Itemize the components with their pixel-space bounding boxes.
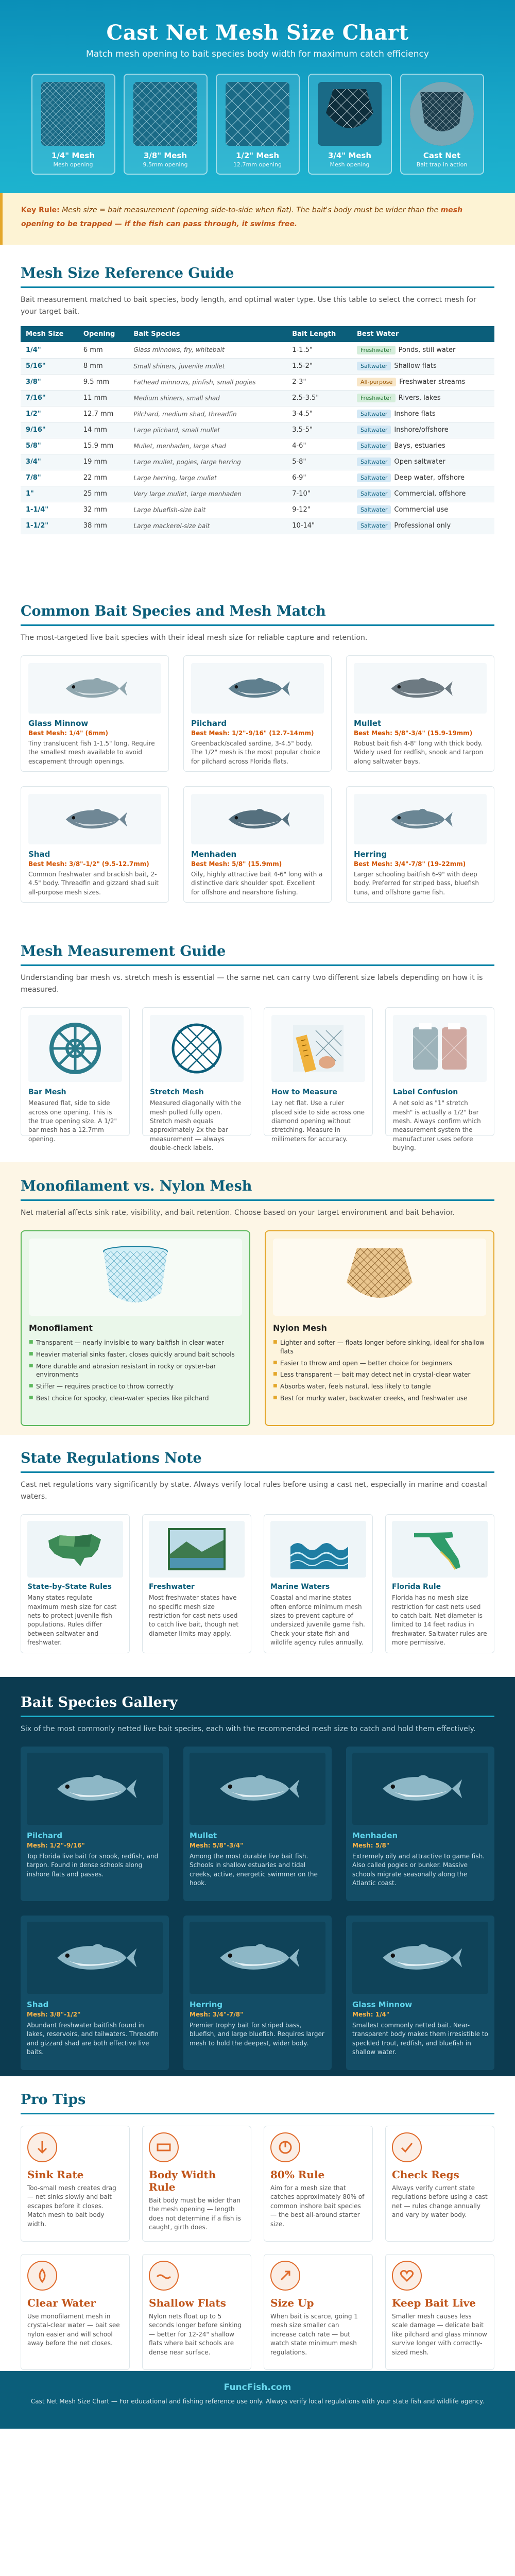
- bait-name: Menhaden: [191, 850, 237, 859]
- fish-image: [27, 1922, 163, 1994]
- hero-card-sub: Mesh opening: [330, 161, 370, 168]
- tip-card: [264, 2126, 373, 2242]
- bait-card: [346, 786, 494, 903]
- state-card-desc: Florida has no mesh size restriction for cast nets used to catch bait. Net diameter is limited to 14 feet radius in freshwater. Saltwater rules are more permissive.: [392, 1594, 487, 1647]
- table-cell: 38 mm: [78, 518, 129, 534]
- checkmark-icon: [392, 2132, 422, 2162]
- key-rule-label: Key Rule:: [21, 206, 60, 214]
- table-cell: 7/16": [21, 390, 78, 406]
- tip-card: [385, 2254, 494, 2370]
- tip-desc: Nylon nets float up to 5 seconds longer before sinking — better for 12-24" shallow flats where bait schools are dense near surface.: [149, 2313, 242, 2356]
- table-header: Best Water: [352, 326, 494, 342]
- fish-image: [191, 663, 324, 714]
- marine-waves-icon: [270, 1521, 366, 1578]
- water-type-badge: Saltwater: [357, 426, 391, 434]
- freshwater-scene-icon: [149, 1521, 245, 1578]
- table-cell: [352, 518, 494, 534]
- mesh-net-image: [318, 82, 382, 146]
- gallery-desc: Among the most durable live bait fish. Schools in shallow estuaries and tidal creeks, active, energetic swimmer on the hook.: [190, 1853, 318, 1887]
- table-header: Opening: [78, 326, 129, 342]
- gallery-desc: Extremely oily and attractive to game fish. Also called pogies or bunker. Massive schools migrate seasonally along the Atlantic coast.: [352, 1853, 485, 1887]
- section-title: Bait Species Gallery: [21, 1694, 494, 1717]
- tip-title: Size Up: [270, 2297, 314, 2309]
- table-cell: Very large mullet, large menhaden: [128, 486, 287, 502]
- hero-card-title: 3/8" Mesh: [143, 151, 187, 160]
- list-item: ■ Best choice for spooky, clear-water species like pilchard: [29, 1393, 242, 1404]
- bait-desc: Oily, highly attractive bait 4-6" long with a distinctive dark shoulder spot. Excellent for offshore and nearshore fishing.: [191, 871, 323, 896]
- table-row: [21, 438, 494, 454]
- bait-best-mesh: Best Mesh: 1/4" (6mm): [28, 730, 108, 737]
- table-row: [21, 470, 494, 486]
- table-cell: [352, 486, 494, 502]
- table-row: [21, 502, 494, 518]
- water-label: Rivers, lakes: [398, 394, 441, 402]
- us-map-icon: [27, 1521, 123, 1578]
- regulations-section: [0, 1435, 515, 1677]
- mesh-size-table: [21, 326, 494, 534]
- hero-card-sub: Bait trap in action: [416, 161, 468, 168]
- fish-image: [190, 1922, 325, 1994]
- table-cell: [352, 438, 494, 454]
- water-label: Commercial, offshore: [394, 490, 466, 498]
- gallery-mesh: Mesh: 1/2"-9/16": [27, 1842, 85, 1850]
- reference-section: [0, 245, 515, 600]
- bait-name: Shad: [28, 850, 50, 859]
- table-cell: 10-14": [287, 518, 352, 534]
- table-cell: Glass minnows, fry, whitebait: [128, 342, 287, 358]
- table-cell: 6 mm: [78, 342, 129, 358]
- table-cell: 1.5-2": [287, 358, 352, 374]
- table-cell: Large bluefish-size bait: [128, 502, 287, 518]
- section-title: Common Bait Species and Mesh Match: [21, 603, 494, 626]
- water-type-badge: Saltwater: [357, 362, 391, 370]
- bait-card: [183, 786, 332, 903]
- bar-mesh-icon: [28, 1015, 122, 1082]
- gallery-mesh: Mesh: 5/8"-3/4": [190, 1842, 244, 1850]
- table-cell: 14 mm: [78, 422, 129, 438]
- table-cell: Small shiners, juvenile mullet: [128, 358, 287, 374]
- water-label: Inshore flats: [394, 410, 436, 418]
- bait-best-mesh: Best Mesh: 3/4"-7/8" (19-22mm): [354, 860, 466, 868]
- measure-card-bar-mesh: [21, 1007, 130, 1143]
- page-subtitle: Match mesh opening to bait species body width for maximum catch efficiency: [86, 49, 429, 59]
- state-card-marine: [264, 1514, 373, 1653]
- water-type-badge: Saltwater: [357, 489, 391, 498]
- tip-card: [142, 2126, 251, 2242]
- measurement-section: [0, 940, 515, 1162]
- table-cell: Large mullet, pogies, large herring: [128, 454, 287, 470]
- water-type-badge: Freshwater: [357, 346, 396, 354]
- tip-title: Keep Bait Live: [392, 2297, 476, 2309]
- table-cell: 15.9 mm: [78, 438, 129, 454]
- water-label: Bays, estuaries: [394, 442, 445, 450]
- bait-best-mesh: Best Mesh: 3/8"-1/2" (9.5-12.7mm): [28, 860, 149, 868]
- bait-card: [21, 786, 169, 903]
- section-title: State Regulations Note: [21, 1450, 494, 1473]
- table-cell: Fathead minnows, pinfish, small pogies: [128, 374, 287, 390]
- section-intro: Cast net regulations vary significantly by state. Always verify local rules before using a cast net, especially in marine and coastal waters.: [21, 1481, 487, 1501]
- water-type-badge: Saltwater: [357, 505, 391, 514]
- hero-card-sub: 12.7mm opening: [233, 161, 282, 168]
- bait-card: [183, 655, 332, 772]
- table-cell: 3-4.5": [287, 406, 352, 422]
- gallery-card: [346, 1747, 494, 1901]
- measure-card-title: Label Confusion: [393, 1088, 458, 1097]
- section-intro: Net material affects sink rate, visibility, and bait retention. Choose based on your target environment and bait behavior.: [21, 1209, 455, 1217]
- hero-card-three-eighths-mesh: [124, 74, 208, 175]
- table-cell: [352, 374, 494, 390]
- gallery-desc: Premier trophy bait for striped bass, bluefish, and large bluefish. Requires larger mesh to hold the deepest, wider body.: [190, 2022, 324, 2047]
- bait-card: [346, 655, 494, 772]
- section-title: Mesh Size Reference Guide: [21, 265, 494, 288]
- bait-best-mesh: Best Mesh: 1/2"-9/16" (12.7-14mm): [191, 730, 314, 737]
- table-cell: 22 mm: [78, 470, 129, 486]
- table-header: Bait Species: [128, 326, 287, 342]
- monofilament-card: [21, 1230, 250, 1426]
- page-title: Cast Net Mesh Size Chart: [106, 21, 409, 45]
- table-cell: 3.5-5": [287, 422, 352, 438]
- table-row: [21, 390, 494, 406]
- table-cell: Large pilchard, small mullet: [128, 422, 287, 438]
- gallery-mesh: Mesh: 3/8"-1/2": [27, 2011, 81, 2019]
- water-type-badge: Saltwater: [357, 442, 391, 450]
- bait-desc: Robust bait fish 4-8" long with thick body. Widely used for redfish, snook and tarpon along saltwater bays.: [354, 740, 484, 765]
- measure-card-desc: Measured diagonally with the mesh pulled fully open. Stretch mesh equals approximately 2x the bar measurement — always double-check labels.: [150, 1099, 242, 1152]
- gallery-card: [183, 1747, 332, 1901]
- table-cell: 8 mm: [78, 358, 129, 374]
- water-label: Ponds, still water: [398, 346, 456, 354]
- table-cell: [352, 422, 494, 438]
- monofilament-net-image: [29, 1239, 242, 1316]
- state-card-rules: [21, 1514, 130, 1653]
- fish-image: [27, 1753, 163, 1825]
- tip-card: [21, 2254, 130, 2370]
- material-section: [0, 1162, 515, 1435]
- table-cell: Large herring, large mullet: [128, 470, 287, 486]
- card-title: Nylon Mesh: [273, 1323, 327, 1333]
- key-rule-callout: [0, 193, 515, 245]
- gallery-fish-name: Pilchard: [27, 1831, 63, 1841]
- list-item: ■ Absorbs water, feels natural, less likely to tangle: [273, 1381, 486, 1393]
- table-cell: 1/4": [21, 342, 78, 358]
- hero-card-quarter-mesh: [31, 74, 115, 175]
- table-row: [21, 422, 494, 438]
- measure-card-title: Stretch Mesh: [150, 1088, 204, 1097]
- table-cell: Large mackerel-size bait: [128, 518, 287, 534]
- fish-image: [352, 1753, 488, 1825]
- table-cell: 7/8": [21, 470, 78, 486]
- measure-card-stretch-mesh: [142, 1007, 251, 1152]
- table-cell: [352, 342, 494, 358]
- arrow-up-icon: [270, 2261, 300, 2291]
- species-section: [0, 600, 515, 940]
- hero-card-half-mesh: [216, 74, 300, 175]
- hero-card-title: 1/4" Mesh: [51, 151, 95, 160]
- tip-desc: When bait is scarce, going 1 mesh size smaller can increase catch rate — but watch state minimum mesh regulations.: [270, 2313, 358, 2356]
- table-cell: 5/16": [21, 358, 78, 374]
- table-row: [21, 454, 494, 470]
- gallery-fish-name: Menhaden: [352, 1831, 398, 1841]
- fish-image: [190, 1753, 325, 1825]
- gallery-mesh: Mesh: 1/4": [352, 2011, 390, 2019]
- state-card-florida: [385, 1514, 494, 1653]
- water-label: Professional only: [394, 522, 451, 530]
- table-cell: 2-3": [287, 374, 352, 390]
- fish-image: [28, 663, 161, 714]
- list-item: ■ Less transparent — bait may detect net in crystal-clear water: [273, 1369, 486, 1381]
- stretch-mesh-icon: [150, 1015, 244, 1082]
- fish-image: [352, 1922, 488, 1994]
- measure-card-desc: Lay net flat. Use a ruler placed side to side across one diamond opening without stretching. Measure in millimeters for accuracy.: [271, 1099, 365, 1143]
- table-cell: 32 mm: [78, 502, 129, 518]
- bait-desc: Larger schooling baitfish 6-9" with deep body. Preferred for striped bass, bluefish tuna, and offshore game fish.: [354, 871, 479, 896]
- footer: [0, 2371, 515, 2429]
- hero-banner: [0, 0, 515, 193]
- gallery-card: [183, 1916, 332, 2070]
- hero-card-title: 1/2" Mesh: [235, 151, 280, 160]
- table-cell: 2.5-3.5": [287, 390, 352, 406]
- table-cell: Medium shiners, small shad: [128, 390, 287, 406]
- water-label: Inshore/offshore: [394, 426, 449, 434]
- section-intro: Bait measurement matched to bait species, body length, and optimal water type. Use this table to select the correct mesh for your target bait.: [21, 296, 476, 316]
- water-type-badge: Saltwater: [357, 521, 391, 530]
- table-cell: [352, 470, 494, 486]
- table-cell: 3/4": [21, 454, 78, 470]
- bait-name: Pilchard: [191, 719, 227, 728]
- tip-title: Body Width Rule: [149, 2168, 216, 2193]
- gauge-icon: [270, 2132, 300, 2162]
- footer-note: Cast Net Mesh Size Chart — For educational and fishing reference use only. Always verify local regulations with your state fish and wildlife agency.: [30, 2398, 485, 2405]
- hero-card-title: Cast Net: [423, 151, 461, 160]
- tip-desc: Smaller mesh causes less scale damage — delicate bait like pilchard and glass minnow survive longer with correctly-sized mesh.: [392, 2313, 487, 2356]
- table-cell: 5-8": [287, 454, 352, 470]
- list-item: ■ Easier to throw and open — better choice for beginners: [273, 1358, 486, 1369]
- nylon-card: [265, 1230, 494, 1426]
- nylon-net-image: [273, 1239, 486, 1316]
- list-item: ■ Stiffer — requires practice to throw correctly: [29, 1381, 242, 1393]
- state-card-title: Freshwater: [149, 1583, 195, 1591]
- state-card-title: State-by-State Rules: [27, 1583, 112, 1591]
- tip-desc: Always verify current state regulations before using a cast net — rules change annually and vary by water body.: [392, 2184, 488, 2219]
- footer-brand-link[interactable]: FuncFish.com: [224, 2382, 291, 2393]
- measure-card-title: How to Measure: [271, 1088, 337, 1097]
- list-item: ■ Best for murky water, backwater creeks, and freshwater use: [273, 1393, 486, 1404]
- table-row: [21, 518, 494, 534]
- key-rule-body: Mesh size = bait measurement (opening side-to-side when flat). The bait's body must be wider than the: [62, 206, 441, 214]
- tip-title: Clear Water: [27, 2297, 96, 2309]
- section-title: Pro Tips: [21, 2092, 494, 2114]
- table-cell: 9-12": [287, 502, 352, 518]
- fish-image: [28, 794, 161, 844]
- tip-desc: Bait body must be wider than the mesh opening — length does not determine if a fish is caught, girth does.: [149, 2197, 241, 2231]
- wave-icon: [149, 2261, 179, 2291]
- bait-name: Herring: [354, 850, 387, 859]
- section-title: Monofilament vs. Nylon Mesh: [21, 1178, 494, 1201]
- gallery-mesh: Mesh: 5/8": [352, 1842, 390, 1850]
- table-row: [21, 374, 494, 390]
- table-header: Mesh Size: [21, 326, 78, 342]
- gallery-desc: Top Florida live bait for snook, redfish, and tarpon. Found in dense schools along inshore flats and passes.: [27, 1853, 159, 1878]
- measure-card-label-confusion: [385, 1007, 494, 1152]
- water-label: Deep water, offshore: [394, 474, 465, 482]
- hero-card-three-quarter-mesh: [308, 74, 392, 175]
- body-width-icon: [149, 2132, 179, 2162]
- hero-card-cast-net: [400, 74, 484, 175]
- tip-card: [21, 2126, 130, 2242]
- florida-map-icon: [392, 1521, 488, 1578]
- table-cell: 12.7 mm: [78, 406, 129, 422]
- list-item: ■ More durable and abrasion resistant in rocky or oyster-bar environments: [29, 1361, 242, 1381]
- table-cell: Pilchard, medium shad, threadfin: [128, 406, 287, 422]
- list-item: ■ Transparent — nearly invisible to wary baitfish in clear water: [29, 1337, 242, 1349]
- table-cell: [352, 454, 494, 470]
- section-intro: Six of the most commonly netted live bait species, each with the recommended mesh size to catch and hold them effectively.: [21, 1725, 476, 1733]
- gallery-card: [21, 1747, 169, 1901]
- table-cell: 1": [21, 486, 78, 502]
- table-cell: 1/2": [21, 406, 78, 422]
- table-cell: 11 mm: [78, 390, 129, 406]
- gallery-section: [0, 1677, 515, 2076]
- hero-cards: [0, 74, 515, 175]
- table-cell: [352, 358, 494, 374]
- section-intro: Understanding bar mesh vs. stretch mesh is essential — the same net can carry two different size labels depending on how it is measured.: [21, 974, 483, 994]
- table-cell: 9/16": [21, 422, 78, 438]
- bait-best-mesh: Best Mesh: 5/8"-3/4" (15.9-19mm): [354, 730, 473, 737]
- tip-desc: Aim for a mesh size that catches approximately 80% of common inshore bait species — the best all-around starter size.: [270, 2184, 365, 2228]
- water-type-badge: Freshwater: [357, 394, 396, 402]
- water-label: Freshwater streams: [399, 378, 466, 386]
- tip-desc: Use monofilament mesh in crystal-clear water — bait see nylon easier and will school away before the net closes.: [27, 2313, 120, 2347]
- table-cell: [352, 406, 494, 422]
- table-row: [21, 486, 494, 502]
- gallery-fish-name: Herring: [190, 2000, 223, 2010]
- hero-card-title: 3/4" Mesh: [328, 151, 372, 160]
- measure-card-title: Bar Mesh: [28, 1088, 66, 1097]
- measure-card-how-to: [264, 1007, 373, 1143]
- state-card-desc: Many states regulate maximum mesh size for cast nets to protect juvenile fish populations. Rules differ between saltwater and freshwater.: [27, 1594, 117, 1647]
- tip-title: 80% Rule: [270, 2168, 325, 2181]
- table-cell: 1-1/4": [21, 502, 78, 518]
- table-header: Bait Length: [287, 326, 352, 342]
- tip-card: [264, 2254, 373, 2370]
- net-labels-icon: [393, 1015, 487, 1082]
- tip-desc: Too-small mesh creates drag — net sinks slowly and bait escapes before it closes. Match mesh to bait body width.: [27, 2184, 116, 2228]
- bait-name: Glass Minnow: [28, 719, 89, 728]
- gallery-mesh: Mesh: 3/4"-7/8": [190, 2011, 244, 2019]
- state-card-desc: Most freshwater states have no specific mesh size restriction for cast nets used to catch live bait, though net diameter limits may apply.: [149, 1594, 239, 1637]
- table-cell: 3/8": [21, 374, 78, 390]
- water-type-badge: Saltwater: [357, 473, 391, 482]
- section-title: Mesh Measurement Guide: [21, 943, 494, 966]
- bait-desc: Tiny translucent fish 1-1.5" long. Require the smallest mesh available to avoid escapement through openings.: [28, 740, 155, 765]
- water-drop-icon: [27, 2261, 57, 2291]
- state-card-title: Marine Waters: [270, 1583, 330, 1591]
- bait-desc: Greenback/scaled sardine, 3-4.5" body. The 1/2" mesh is the most popular choice for pilchard across Florida flats.: [191, 740, 320, 765]
- table-cell: 6-9": [287, 470, 352, 486]
- mesh-net-image: [41, 82, 105, 146]
- measure-card-desc: Measured flat, side to side across one opening. This is the true opening size. A 1/2" bar mesh has a 12.7mm opening.: [28, 1099, 117, 1143]
- table-cell: 1-1.5": [287, 342, 352, 358]
- mesh-net-image: [226, 82, 289, 146]
- table-cell: 9.5 mm: [78, 374, 129, 390]
- card-title: Monofilament: [29, 1323, 93, 1333]
- fish-image: [191, 794, 324, 844]
- table-cell: 7-10": [287, 486, 352, 502]
- tip-title: Check Regs: [392, 2168, 459, 2181]
- water-type-badge: All-purpose: [357, 378, 396, 386]
- mesh-net-image: [133, 82, 197, 146]
- gallery-fish-name: Shad: [27, 2000, 49, 2010]
- water-type-badge: Saltwater: [357, 410, 391, 418]
- water-label: Open saltwater: [394, 458, 445, 466]
- measure-card-desc: A net sold as "1" stretch mesh" is actually a 1/2" bar mesh. Always confirm which measurement system the manufacturer uses before buying.: [393, 1099, 481, 1152]
- bait-name: Mullet: [354, 719, 382, 728]
- heart-icon: [392, 2261, 422, 2291]
- table-cell: 25 mm: [78, 486, 129, 502]
- table-row: [21, 342, 494, 358]
- tips-section: [0, 2076, 515, 2371]
- gallery-card: [21, 1916, 169, 2070]
- fish-image: [354, 794, 487, 844]
- tip-card: [385, 2126, 494, 2242]
- water-label: Commercial use: [394, 506, 449, 514]
- tip-card: [142, 2254, 251, 2370]
- gallery-fish-name: Mullet: [190, 1831, 217, 1841]
- bait-desc: Common freshwater and brackish bait, 2-4.5" body. Threadfin and gizzard shad suit all-purpose mesh sizes.: [28, 871, 159, 896]
- ruler-icon: [271, 1015, 365, 1082]
- state-card-freshwater: [142, 1514, 251, 1653]
- section-intro: The most-targeted live bait species with their ideal mesh size for reliable capture and retention.: [21, 634, 368, 642]
- tip-title: Shallow Flats: [149, 2297, 226, 2309]
- table-row: [21, 358, 494, 374]
- gallery-card: [346, 1916, 494, 2070]
- table-cell: [352, 390, 494, 406]
- table-cell: 1-1/2": [21, 518, 78, 534]
- state-card-desc: Coastal and marine states often enforce minimum mesh sizes to prevent capture of undersized juvenile game fish. Check your state fish and wildlife agency rules annually.: [270, 1594, 365, 1647]
- hero-card-sub: 9.5mm opening: [143, 161, 188, 168]
- tip-title: Sink Rate: [27, 2168, 84, 2181]
- table-row: [21, 406, 494, 422]
- table-cell: [352, 502, 494, 518]
- table-cell: 19 mm: [78, 454, 129, 470]
- table-cell: 5/8": [21, 438, 78, 454]
- key-rule-emphasis: mesh opening to be trapped — if the fish can pass through, it swims free.: [21, 206, 463, 228]
- fish-image: [354, 663, 487, 714]
- water-type-badge: Saltwater: [357, 457, 391, 466]
- table-cell: 4-6": [287, 438, 352, 454]
- bait-best-mesh: Best Mesh: 5/8" (15.9mm): [191, 860, 282, 868]
- hero-card-sub: Mesh opening: [53, 161, 93, 168]
- list-item: ■ Lighter and softer — floats longer before sinking, ideal for shallow flats: [273, 1337, 486, 1358]
- gallery-fish-name: Glass Minnow: [352, 2000, 413, 2010]
- cast-net-image: [410, 82, 474, 146]
- bait-card: [21, 655, 169, 772]
- water-label: Shallow flats: [394, 362, 437, 370]
- gallery-desc: Abundant freshwater baitfish found in lakes, reservoirs, and tailwaters. Threadfin and gizzard shad are both effective live baits.: [27, 2022, 159, 2056]
- table-cell: Mullet, menhaden, large shad: [128, 438, 287, 454]
- list-item: ■ Heavier material sinks faster, closes quickly around bait schools: [29, 1349, 242, 1361]
- gallery-desc: Smallest commonly netted bait. Near-transparent body makes them irresistible to speckled trout, redfish, and bluefish in shallow water.: [352, 2022, 488, 2056]
- state-card-title: Florida Rule: [392, 1583, 441, 1591]
- sink-arrow-icon: [27, 2132, 57, 2162]
